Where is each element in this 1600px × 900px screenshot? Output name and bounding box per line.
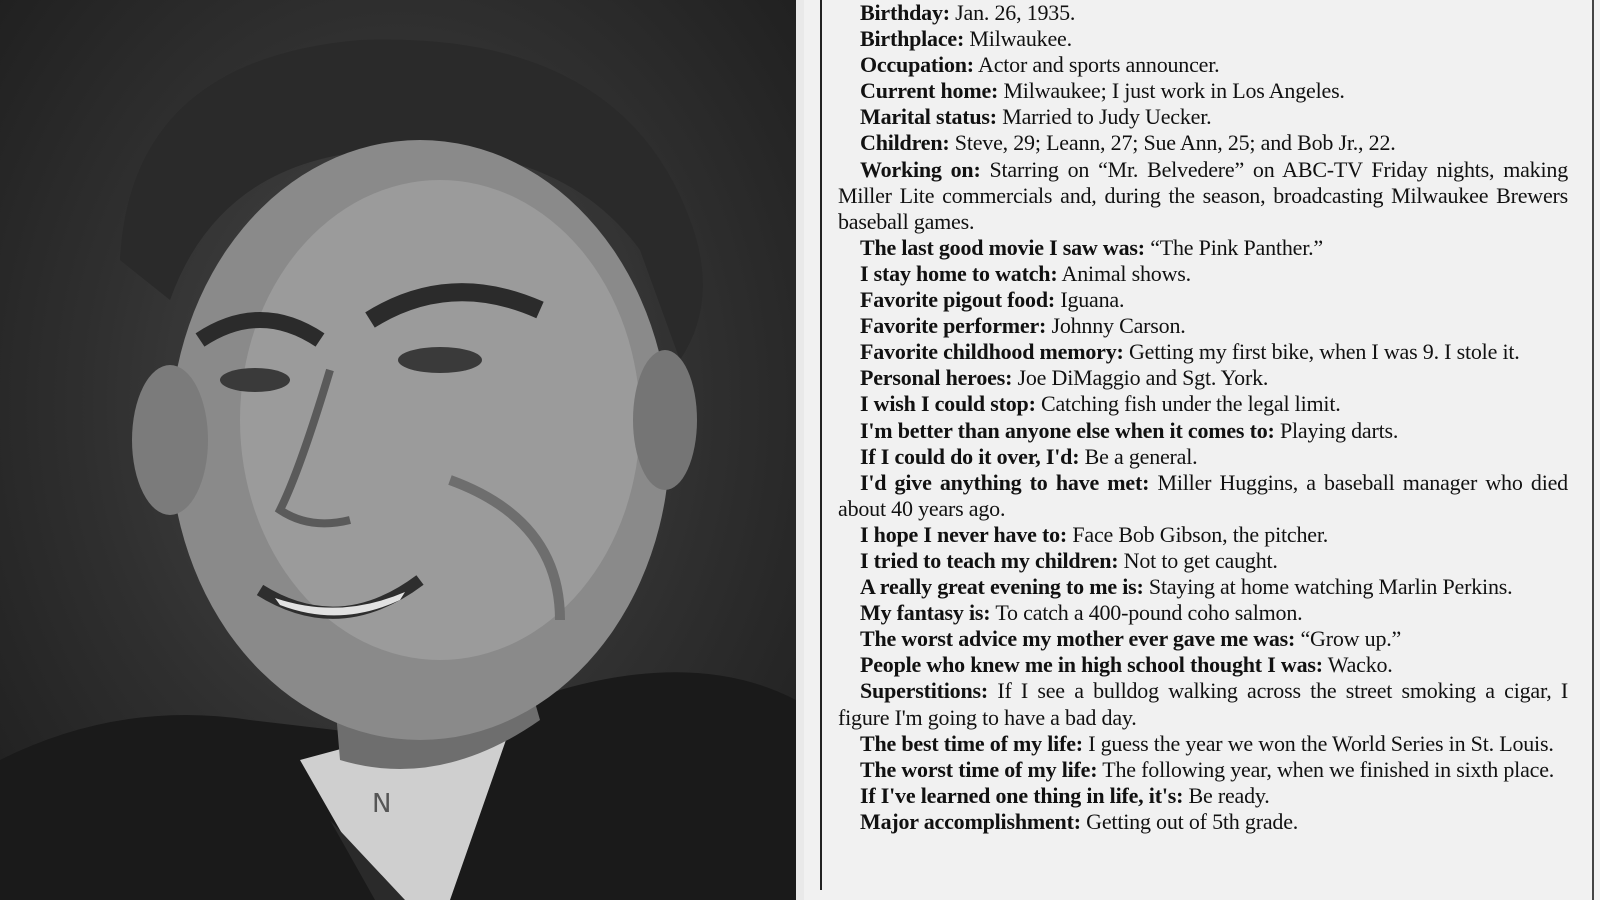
entry-marital-status: Marital status: Married to Judy Uecker. bbox=[860, 104, 1212, 130]
profile-entries bbox=[838, 0, 1568, 835]
entry-childhood-memory: Favorite childhood memory: Getting my first bike, when I was 9. I stole it. bbox=[860, 339, 1520, 365]
entry-current-home: Current home: Milwaukee; I just work in Los Angeles. bbox=[860, 78, 1345, 104]
entry-occupation: Occupation: Actor and sports announcer. bbox=[860, 52, 1220, 78]
entry-favorite-performer: Favorite performer: Johnny Carson. bbox=[860, 313, 1186, 339]
entry-best-time: The best time of my life: I guess the year we won the World Series in St. Louis. bbox=[860, 730, 1554, 756]
entry-birthday: Birthday: Jan. 26, 1935. bbox=[860, 0, 1076, 25]
entry-working-on: Working on: Starring on “Mr. Belvedere” on ABC-TV Friday nights, making Miller Lite commercials and, during the season, broadcasting Milwaukee Brewers baseball games. bbox=[838, 156, 1568, 234]
entry-wish-could-stop: I wish I could stop: Catching fish under the legal limit. bbox=[860, 391, 1341, 417]
column-rule-left bbox=[820, 0, 822, 890]
entry-superstitions: Superstitions: If I see a bulldog walking across the street smoking a cigar, I figure I'm going to have a bad day. bbox=[838, 678, 1568, 730]
portrait-illustration bbox=[0, 0, 796, 900]
entry-fantasy: My fantasy is: To catch a 400-pound coho salmon. bbox=[860, 600, 1303, 626]
entry-great-evening: A really great evening to me is: Staying at home watching Marlin Perkins. bbox=[860, 574, 1513, 600]
entry-stay-home-to-watch: I stay home to watch: Animal shows. bbox=[860, 260, 1191, 286]
entry-personal-heroes: Personal heroes: Joe DiMaggio and Sgt. York. bbox=[860, 365, 1269, 391]
column-rule-right bbox=[1592, 0, 1594, 900]
entry-give-anything-to-meet: I'd give anything to have met: Miller Huggins, a baseball manager who died about 40 years ago. bbox=[838, 469, 1568, 521]
entry-children: Children: Steve, 29; Leann, 27; Sue Ann, 25; and Bob Jr., 22. bbox=[860, 130, 1396, 156]
entry-worst-advice: The worst advice my mother ever gave me was: “Grow up.” bbox=[860, 626, 1402, 652]
entry-worst-time: The worst time of my life: The following year, when we finished in sixth place. bbox=[860, 756, 1555, 782]
entry-better-than-anyone: I'm better than anyone else when it comes to: Playing darts. bbox=[860, 417, 1399, 443]
entry-high-school: People who knew me in high school thought I was: Wacko. bbox=[860, 652, 1393, 678]
entry-last-good-movie: The last good movie I saw was: “The Pink Panther.” bbox=[860, 234, 1323, 260]
entry-do-it-over: If I could do it over, I'd: Be a general. bbox=[860, 443, 1198, 469]
entry-pigout-food: Favorite pigout food: Iguana. bbox=[860, 287, 1125, 313]
entry-teach-children: I tried to teach my children: Not to get caught. bbox=[860, 547, 1278, 573]
entry-major-accomplishment: Major accomplishment: Getting out of 5th grade. bbox=[860, 808, 1299, 834]
entry-birthplace: Birthplace: Milwaukee. bbox=[860, 26, 1072, 52]
portrait-photo bbox=[0, 0, 796, 900]
entry-hope-never-have-to: I hope I never have to: Face Bob Gibson, the pitcher. bbox=[860, 521, 1329, 547]
entry-learned-one-thing: If I've learned one thing in life, it's: Be ready. bbox=[860, 782, 1270, 808]
photo-watermark: N bbox=[372, 789, 392, 819]
